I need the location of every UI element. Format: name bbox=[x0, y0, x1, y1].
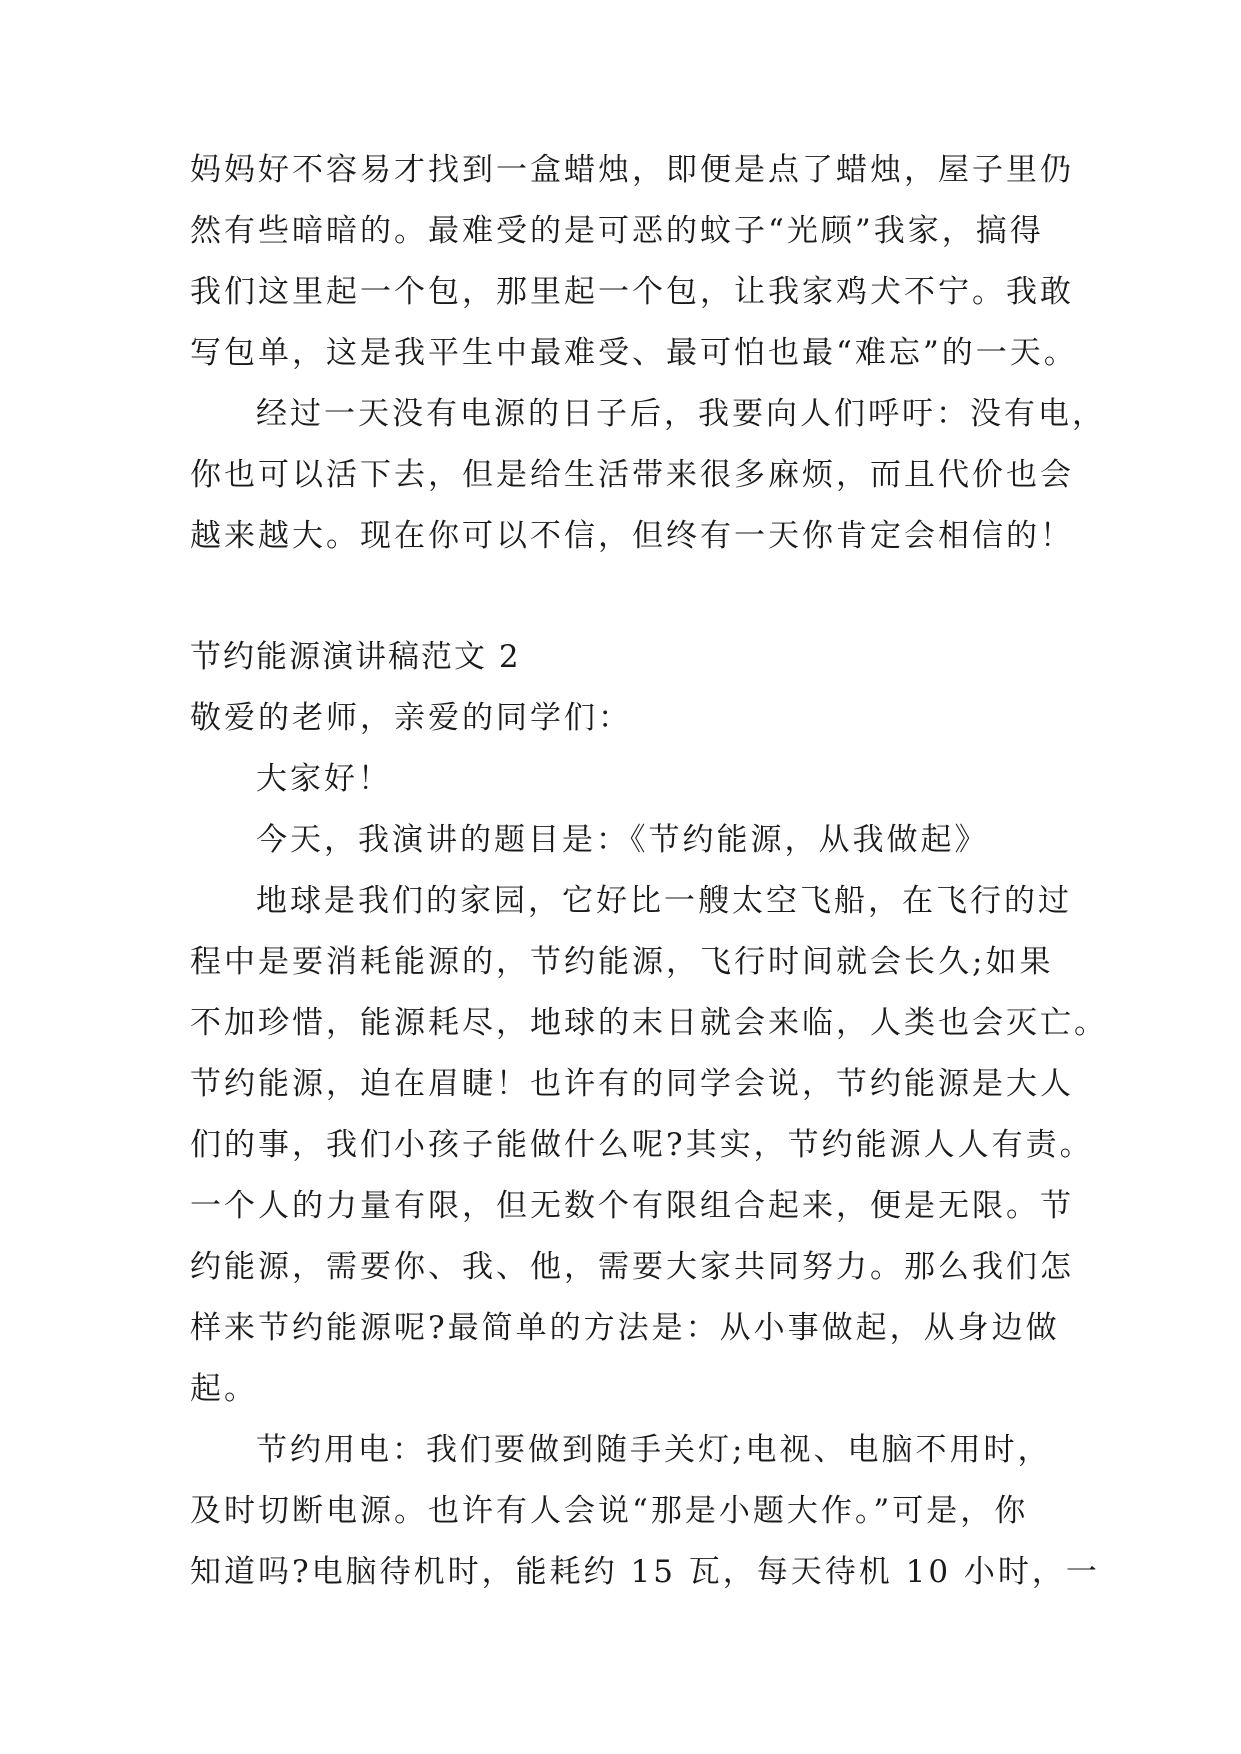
paragraph-line: 知道吗?电脑待机时，能耗约 15 瓦，每天待机 10 小时，一 bbox=[190, 1554, 1100, 1590]
paragraph-line: 我们这里起一个包，那里起一个包，让我家鸡犬不宁。我敢 bbox=[190, 274, 1074, 310]
salutation: 敬爱的老师，亲爱的同学们： bbox=[190, 700, 632, 736]
paragraph-line: 经过一天没有电源的日子后，我要向人们呼吁：没有电， bbox=[256, 396, 1106, 432]
paragraph-line: 节约用电：我们要做到随手关灯;电视、电脑不用时， bbox=[256, 1432, 1052, 1468]
paragraph-line: 样来节约能源呢?最简单的方法是：从小事做起，从身边做 bbox=[190, 1310, 1060, 1346]
section-title: 节约能源演讲稿范文 2 bbox=[190, 639, 521, 675]
paragraph-line: 地球是我们的家园，它好比一艘太空飞船，在飞行的过 bbox=[256, 883, 1072, 919]
paragraph-line: 妈妈好不容易才找到一盒蜡烛，即便是点了蜡烛，屋子里仍 bbox=[190, 152, 1074, 188]
paragraph-line: 然有些暗暗的。最难受的是可恶的蚊子“光顾”我家，搞得 bbox=[190, 213, 1044, 249]
paragraph-line: 们的事，我们小孩子能做什么呢?其实，节约能源人人有责。 bbox=[190, 1127, 1094, 1163]
paragraph-line: 节约能源，迫在眉睫！也许有的同学会说，节约能源是大人 bbox=[190, 1066, 1074, 1102]
paragraph-line: 不加珍惜，能源耗尽，地球的末日就会来临，人类也会灭亡。 bbox=[190, 1005, 1108, 1041]
paragraph-line: 及时切断电源。也许有人会说“那是小题大作。”可是，你 bbox=[190, 1493, 1029, 1529]
greeting-line: 大家好！ bbox=[256, 761, 392, 797]
paragraph-line: 程中是要消耗能源的，节约能源，飞行时间就会长久;如果 bbox=[190, 944, 1054, 980]
paragraph-line: 写包单，这是我平生中最难受、最可怕也最“难忘”的一天。 bbox=[190, 335, 1078, 371]
paragraph-line: 一个人的力量有限，但无数个有限组合起来，便是无限。节 bbox=[190, 1188, 1074, 1224]
paragraph-line: 起。 bbox=[190, 1371, 258, 1407]
paragraph-line: 约能源，需要你、我、他，需要大家共同努力。那么我们怎 bbox=[190, 1249, 1074, 1285]
paragraph-line: 你也可以活下去，但是给生活带来很多麻烦，而且代价也会 bbox=[190, 457, 1074, 493]
speech-topic-line: 今天，我演讲的题目是：《节约能源，从我做起》 bbox=[256, 822, 989, 858]
paragraph-line: 越来越大。现在你可以不信，但终有一天你肯定会相信的！ bbox=[190, 518, 1074, 554]
